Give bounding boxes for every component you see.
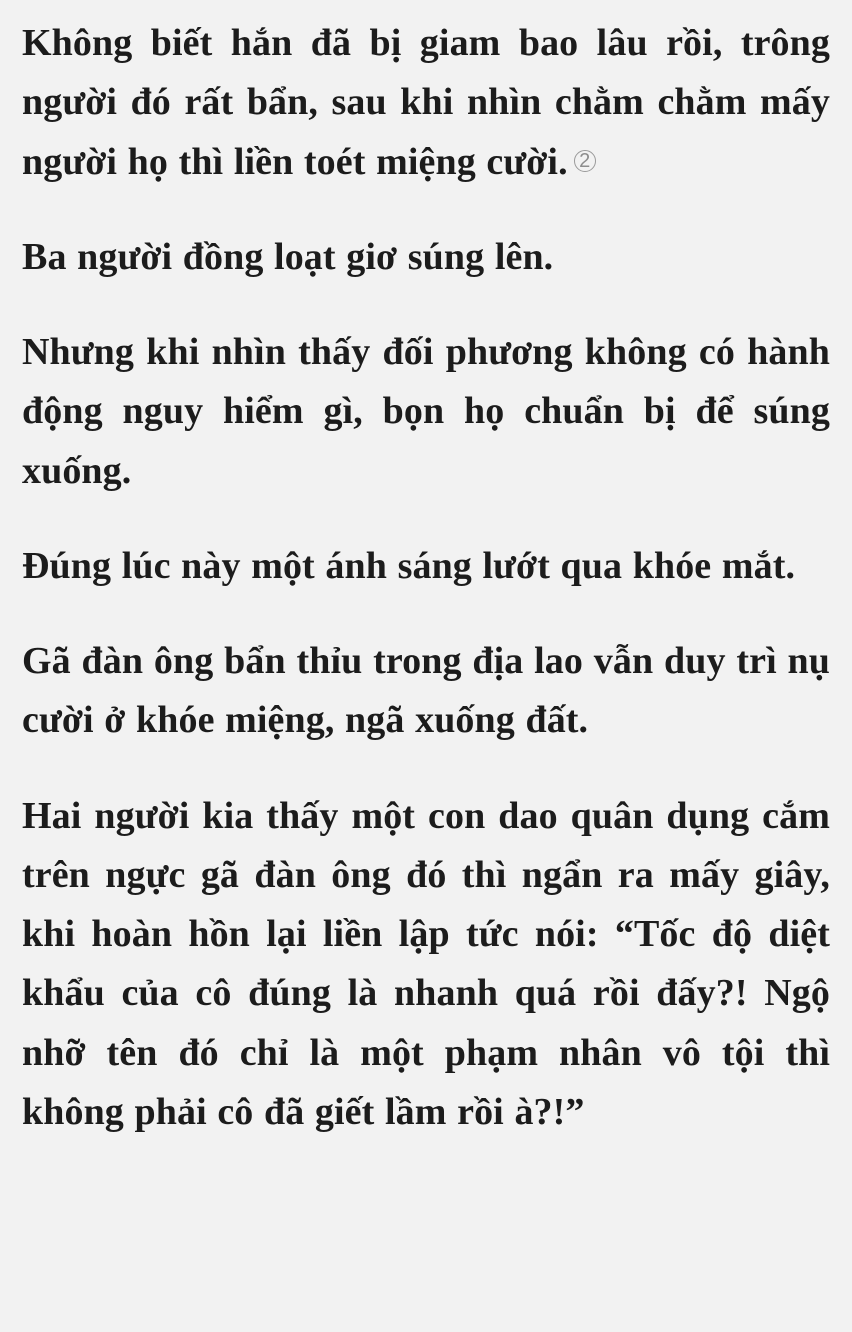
paragraph: Hai người kia thấy một con dao quân dụng cắm trên ngực gã đàn ông đó thì ngẩn ra mấy giây, khi hoàn hồn lại liền lập tức nói: “Tốc độ diệt khẩu của cô đúng là nhanh quá rồi đấy?! Ngộ nhỡ tên đó chỉ là một phạm nhân vô tội thì không phải cô đã giết lầm rồi à?!” [22, 794, 830, 1133]
paragraph [22, 14, 830, 192]
paragraph: Gã đàn ông bẩn thỉu trong địa lao vẫn duy trì nụ cười ở khóe miệng, ngã xuống đất. [22, 640, 830, 742]
footnote-marker-icon[interactable]: 2 [574, 150, 596, 172]
paragraph: Ba người đồng loạt giơ súng lên. [22, 235, 554, 278]
paragraph: Nhưng khi nhìn thấy đối phương không có hành động nguy hiểm gì, bọn họ chuẩn bị để súng xuống. [22, 331, 830, 492]
paragraph: Đúng lúc này một ánh sáng lướt qua khóe mắt. [22, 544, 796, 587]
paragraph-text: Không biết hắn đã bị giam bao lâu rồi, trông người đó rất bẩn, sau khi nhìn chằm chằm mấy người họ thì liền toét miệng cười. [22, 22, 830, 183]
